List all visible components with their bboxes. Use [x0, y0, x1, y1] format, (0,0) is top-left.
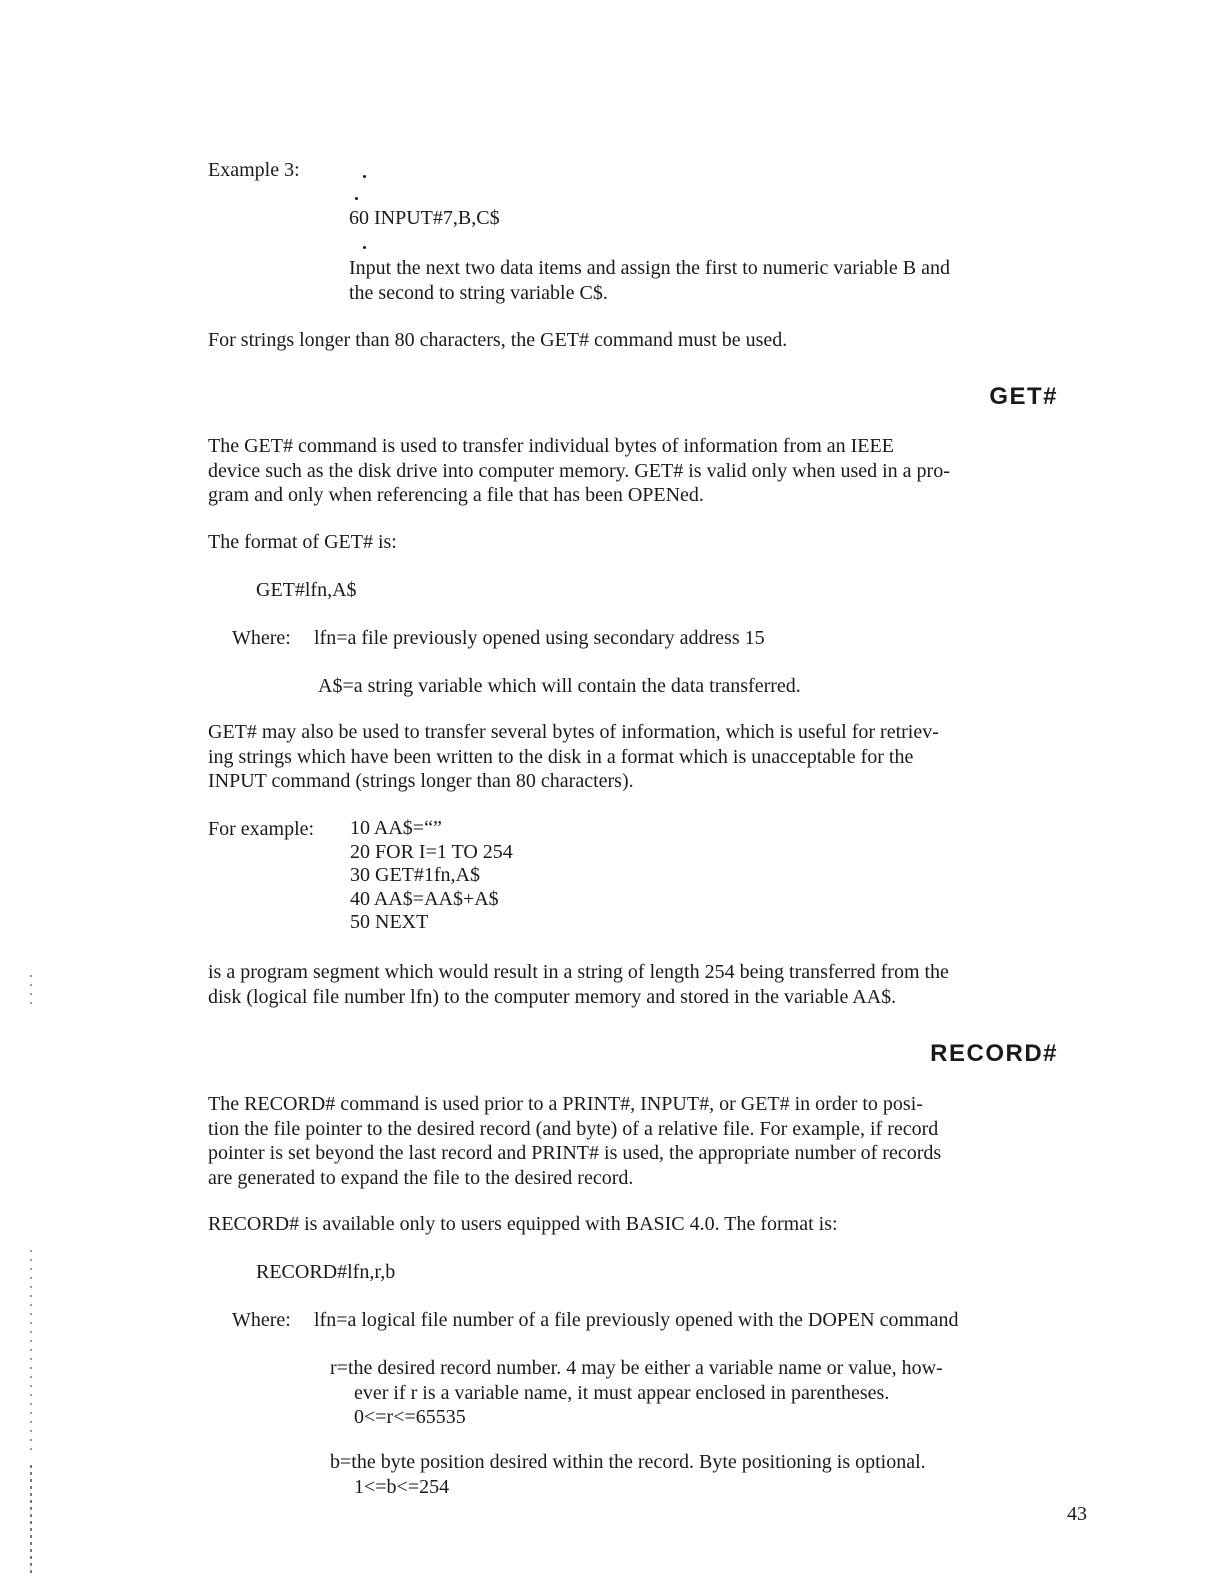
note-long-strings: For strings longer than 80 characters, the GET# command must be used. [208, 329, 788, 351]
get-example-label: For example: [208, 818, 315, 840]
ellipsis-dot [363, 175, 366, 178]
ellipsis-dot [363, 246, 366, 249]
scan-edge-marks [30, 1250, 32, 1450]
get-paragraph-2: GET# may also be used to transfer several bytes of information, which is useful for retriev- ing strings which have been written to the disk in a format which is unacceptable for the INPUT command (strings longer than 80 characters). [208, 721, 939, 792]
record-where-label: Where: [232, 1309, 291, 1331]
record-intro-paragraph: The RECORD# command is used prior to a PRINT#, INPUT#, or GET# in order to posi- tion the file pointer to the desired record (and byte) of a relative file. For example, if record pointer is set beyond the last record and PRINT# is used, the appropriate number of records are generated to expand the file to the desired record. [208, 1093, 942, 1189]
get-intro-paragraph: The GET# command is used to transfer individual bytes of information from an IEEE device such as the disk drive into computer memory. GET# is valid only when used in a pro- gram and only when referencing a file that has been OPENed. [208, 435, 950, 506]
example3-label: Example 3: [208, 159, 300, 181]
record-param-b: b=the byte position desired within the record. Byte positioning is optional. 1<=b<=254 [330, 1451, 926, 1498]
example3-description: Input the next two data items and assign the first to numeric variable B and the second to string variable C$. [349, 257, 950, 304]
code-line: 40 AA$=AA$+A$ [350, 887, 499, 910]
record-availability: RECORD# is available only to users equipped with BASIC 4.0. The format is: [208, 1213, 838, 1235]
section-heading-record: RECORD# [930, 1040, 1058, 1067]
record-param-r: r=the desired record number. 4 may be either a variable name or value, how- ever if r is a variable name, it must appear enclosed in parentheses. 0<=r<=65535 [330, 1357, 943, 1428]
get-format-syntax: GET#lfn,A$ [256, 579, 357, 601]
code-line: 10 AA$=“” [350, 817, 442, 839]
get-paragraph-3: is a program segment which would result in a string of length 254 being transferred from the disk (logical file number lfn) to the computer memory and stored in the variable AA$. [208, 961, 949, 1008]
get-where-label: Where: [232, 627, 291, 649]
get-param-a: A$=a string variable which will contain the data transferred. [318, 675, 801, 697]
record-format-syntax: RECORD#lfn,r,b [256, 1261, 396, 1283]
code-line: 30 GET#1fn,A$ [350, 864, 480, 886]
code-line: 20 FOR I=1 TO 254 [350, 840, 513, 863]
code-line: 50 NEXT [350, 911, 429, 933]
record-param-lfn: lfn=a logical file number of a file previously opened with the DOPEN command [314, 1309, 959, 1331]
get-example-code [350, 817, 513, 935]
get-param-lfn: lfn=a file previously opened using secondary address 15 [314, 627, 765, 649]
ellipsis-dot [355, 197, 358, 200]
example3-code: 60 INPUT#7,B,C$ [349, 207, 500, 229]
scan-edge-marks [30, 975, 32, 1010]
section-heading-get: GET# [989, 383, 1058, 410]
page-number: 43 [1067, 1503, 1087, 1525]
get-format-intro: The format of GET# is: [208, 531, 397, 553]
scan-edge-marks [30, 1465, 32, 1575]
